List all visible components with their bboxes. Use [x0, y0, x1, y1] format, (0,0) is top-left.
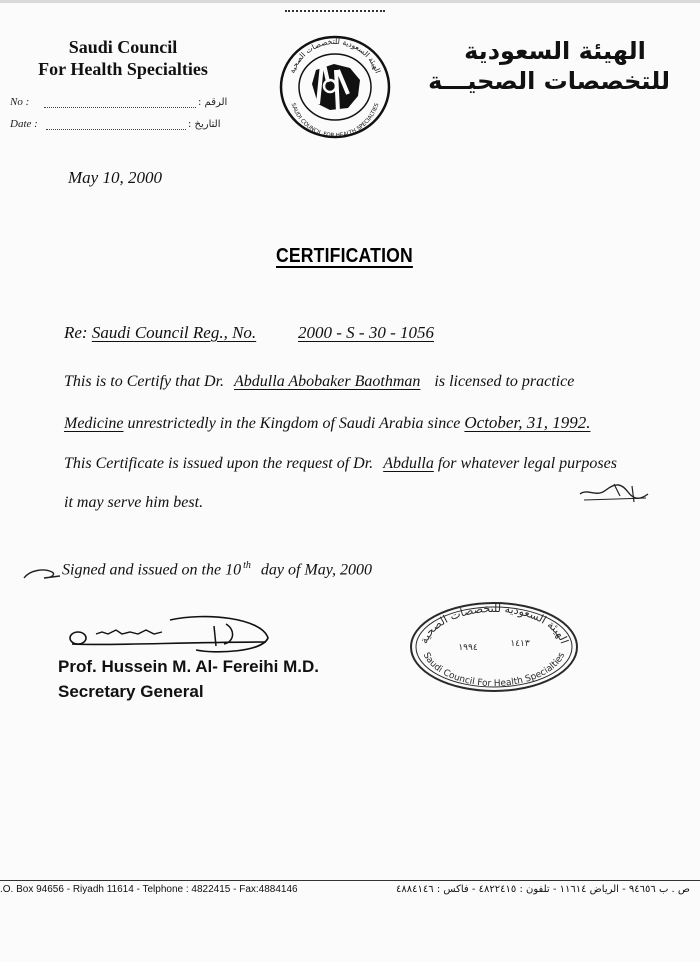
body-line-2-mid: unrestrictedly in the Kingdom of Saudi Arabia since [127, 415, 461, 432]
signatory-title: Secretary General [58, 682, 204, 701]
licensed-since-date: October, 31, 1992. [464, 413, 591, 432]
signed-line [62, 560, 372, 579]
signed-mid: day of [260, 561, 301, 579]
council-logo [278, 34, 392, 140]
body-line-3-suffix: for whatever legal purposes [437, 455, 617, 472]
org-name-ar [428, 36, 670, 96]
body-line-4: it may serve him best. [64, 494, 204, 511]
org-name-ar-line2: للتخصصات الصحيـــة [428, 67, 670, 95]
date-label-ar: التاريخ : [188, 119, 221, 130]
body-line-3 [64, 455, 617, 473]
doctor-name: Abdulla Abobaker Baothman [234, 373, 421, 390]
specialty: Medicine [64, 415, 124, 432]
stamp-text-en: Saudi Council For Health Specialties [420, 651, 568, 690]
reference-registry: Saudi Council Reg., No. [91, 323, 257, 342]
footer-rule [0, 880, 700, 881]
signed-sup: th [243, 560, 251, 571]
date-label: Date : [10, 118, 38, 130]
reference-prefix: Re: [64, 323, 88, 342]
signed-date: May, 2000 [304, 561, 372, 579]
handwritten-signature [66, 612, 276, 660]
signed-prefix: Signed and issued on the 10 [62, 561, 242, 579]
no-label-ar: الرقم : [198, 97, 228, 108]
footer-address-en: .O. Box 94656 - Riyadh 11614 - Telphone : 4822415 - Fax:4884146 [0, 884, 298, 895]
top-handwritten-marks [285, 2, 385, 12]
org-name-ar-line1: الهيئة السعودية [464, 37, 646, 65]
letter-date: May 10, 2000 [68, 168, 162, 187]
body-line-3-prefix: This Certificate is issued upon the request of Dr. [64, 455, 374, 472]
stamp-year-hijri: ١٤١٣ [510, 639, 530, 649]
body-line-2 [64, 413, 590, 433]
initials-scribble [576, 478, 652, 508]
request-name: Abdulla [383, 455, 434, 472]
logo-ring-text-en: SAUDI COUNCIL FOR HEALTH SPECIALTIES [289, 102, 381, 140]
body-line-1-prefix: This is to Certify that Dr. [64, 373, 225, 390]
reference-line [64, 323, 256, 343]
document-title: CERTIFICATION [276, 245, 413, 267]
footer-address-ar: ص . ب ٩٤٦٥٦ - الرياض ١١٦١٤ - تلفون : ٤٨٢٢٤١٥ - فاكس : ٤٨٨٤١٤٦ [396, 884, 690, 895]
body-line-1 [64, 373, 574, 391]
reference-number: 2000 - S - 30 - 1056 [298, 323, 434, 342]
official-stamp [408, 600, 580, 694]
logo-ring-text-ar: الهيئة السعودية للتخصصات الصحية [287, 36, 383, 75]
signatory-name: Prof. Hussein M. Al- Fereihi M.D. [58, 657, 320, 676]
signed-mark [22, 564, 62, 582]
org-name-en [8, 36, 238, 80]
no-field-line [44, 107, 196, 108]
body-line-1-suffix: is licensed to practice [434, 373, 575, 390]
org-name-en-line2: For Health Specialties [38, 59, 208, 79]
date-field-line [46, 129, 186, 130]
stamp-year-greg: ١٩٩٤ [458, 643, 478, 653]
no-label: No : [10, 96, 30, 108]
stamp-text-ar: الهيئة السعودية للتخصصات الصحية [417, 601, 571, 646]
org-name-en-line1: Saudi Council [68, 37, 178, 57]
